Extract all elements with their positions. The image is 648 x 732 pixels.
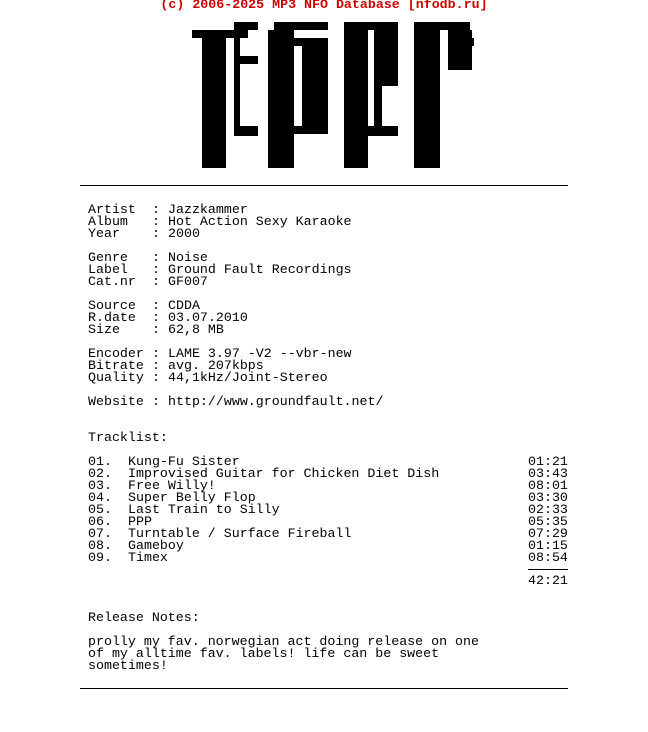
info-label: Source xyxy=(88,298,136,313)
info-separator: : xyxy=(152,262,160,277)
track-duration: 03:30 xyxy=(528,490,568,505)
info-label: R.date xyxy=(88,310,136,325)
track-title: Super Belly Flop xyxy=(128,490,256,505)
info-label: Album xyxy=(88,214,128,229)
track-duration: 02:33 xyxy=(528,502,568,517)
track-title: Improvised Guitar for Chicken Diet Dish xyxy=(128,466,440,481)
ppp-logo-icon xyxy=(192,22,474,168)
release-notes-line: prolly my fav. norwegian act doing release on one xyxy=(88,634,479,649)
info-label: Year xyxy=(88,226,120,241)
info-separator: : xyxy=(152,250,160,265)
info-value: Hot Action Sexy Karaoke xyxy=(168,214,352,229)
track-number: 06. xyxy=(88,514,112,529)
info-value: 62,8 MB xyxy=(168,322,224,337)
info-label: Website xyxy=(88,394,144,409)
track-title: Turntable / Surface Fireball xyxy=(128,526,352,541)
track-duration: 07:29 xyxy=(528,526,568,541)
site-header: (c) 2006-2025 MP3 NFO Database [nfodb.ru] xyxy=(160,0,488,12)
track-number: 03. xyxy=(88,478,112,493)
info-separator: : xyxy=(152,322,160,337)
info-value: LAME 3.97 -V2 --vbr-new xyxy=(168,346,352,361)
info-label: Genre xyxy=(88,250,128,265)
info-label: Bitrate xyxy=(88,358,144,373)
track-title: Gameboy xyxy=(128,538,184,553)
info-value: 2000 xyxy=(168,226,200,241)
info-separator: : xyxy=(152,274,160,289)
info-value: 44,1kHz/Joint-Stereo xyxy=(168,370,328,385)
tracklist-heading: Tracklist: xyxy=(88,430,168,445)
track-title: Timex xyxy=(128,550,168,565)
info-value: Noise xyxy=(168,250,208,265)
release-notes-line: of my alltime fav. labels! life can be sweet xyxy=(88,646,440,661)
info-value: GF007 xyxy=(168,274,208,289)
track-number: 04. xyxy=(88,490,112,505)
track-duration: 08:54 xyxy=(528,550,568,565)
track-number: 07. xyxy=(88,526,112,541)
track-duration: 05:35 xyxy=(528,514,568,529)
track-number: 08. xyxy=(88,538,112,553)
track-title: Free Willy! xyxy=(128,478,216,493)
info-label: Encoder xyxy=(88,346,144,361)
website-link[interactable]: http://www.groundfault.net/ xyxy=(168,394,384,409)
track-duration: 03:43 xyxy=(528,466,568,481)
track-number: 02. xyxy=(88,466,112,481)
track-duration: 08:01 xyxy=(528,478,568,493)
track-duration: 01:21 xyxy=(528,454,568,469)
info-label: Cat.nr xyxy=(88,274,136,289)
total-duration: 42:21 xyxy=(528,573,568,588)
info-separator: : xyxy=(152,298,160,313)
release-notes-line: sometimes! xyxy=(88,658,168,673)
info-separator: : xyxy=(152,394,160,409)
info-value: Jazzkammer xyxy=(168,202,248,217)
info-value: avg. 207kbps xyxy=(168,358,264,373)
info-separator: : xyxy=(152,370,160,385)
total-divider xyxy=(528,569,568,570)
track-number: 01. xyxy=(88,454,112,469)
info-value: CDDA xyxy=(168,298,200,313)
top-divider xyxy=(80,185,568,186)
release-notes-heading: Release Notes: xyxy=(88,610,200,625)
info-separator: : xyxy=(152,346,160,361)
info-separator: : xyxy=(152,214,160,229)
info-label: Artist xyxy=(88,202,136,217)
track-title: Last Train to Silly xyxy=(128,502,280,517)
info-label: Size xyxy=(88,322,120,337)
info-value: 03.07.2010 xyxy=(168,310,248,325)
bottom-divider xyxy=(80,688,568,689)
track-number: 05. xyxy=(88,502,112,517)
info-separator: : xyxy=(152,226,160,241)
info-value: Ground Fault Recordings xyxy=(168,262,352,277)
info-separator: : xyxy=(152,358,160,373)
info-label: Label xyxy=(88,262,128,277)
info-label: Quality xyxy=(88,370,144,385)
track-duration: 01:15 xyxy=(528,538,568,553)
track-title: Kung-Fu Sister xyxy=(128,454,240,469)
info-separator: : xyxy=(152,310,160,325)
track-title: PPP xyxy=(128,514,152,529)
info-separator: : xyxy=(152,202,160,217)
track-number: 09. xyxy=(88,550,112,565)
